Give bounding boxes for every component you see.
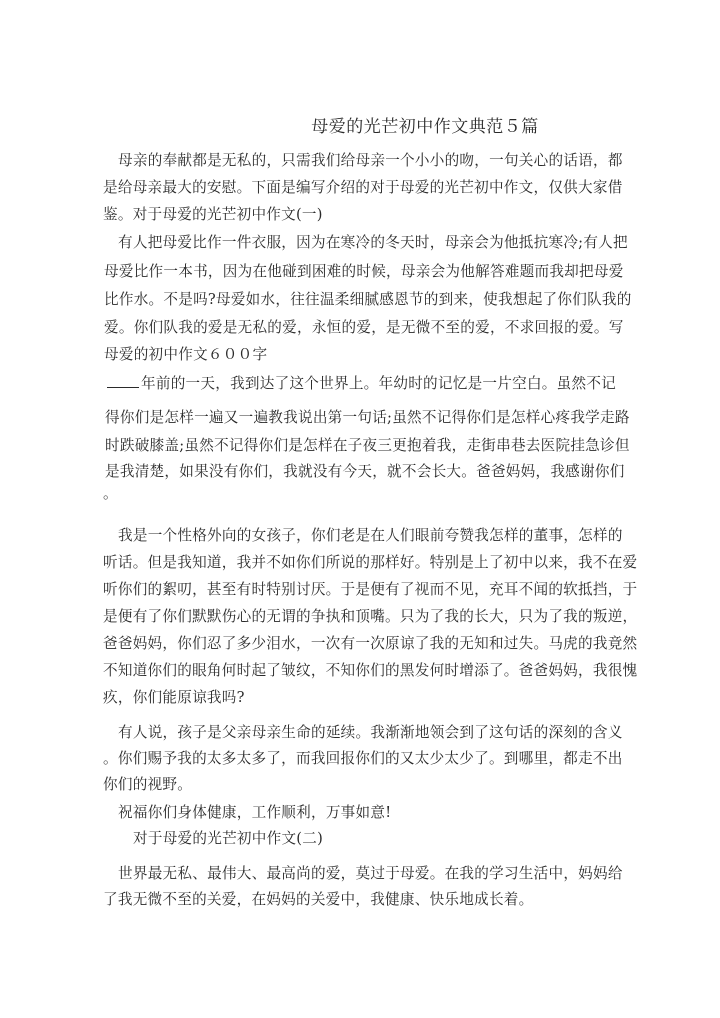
paragraph-line: 爱。你们队我的爱是无私的爱，永恒的爱，是无微不至的爱，不求回报的爱。写 (104, 319, 624, 336)
paragraph-line: 爸爸妈妈，你们忍了多少泪水，一次有一次原谅了我的无知和过失。马虎的我竟然 (103, 635, 638, 652)
paragraph-line-text: 年前的一天，我到达了这个世界上。年幼时的记忆是一片空白。虽然不记 (141, 375, 617, 392)
paragraph-line: 你们的视野。 (103, 776, 193, 793)
fill-in-blank (107, 373, 139, 388)
paragraph-line: 是便有了你们默默伤心的无谓的争执和顶嘴。只为了我的长大，只为了我的叛逆， (103, 608, 638, 625)
closing-line: 祝福你们身体健康，工作顺利，万事如意! (118, 804, 392, 821)
paragraph-line: 是我清楚，如果没有你们，我就没有今天，就不会长大。爸爸妈妈，我感谢你们 (105, 463, 625, 480)
paragraph-line: 。 (103, 485, 118, 502)
paragraph-line: 疚，你们能原谅我吗? (103, 689, 245, 706)
paragraph-line: 母亲的奉献都是无私的，只需我们给母亲一个小小的吻，一句关心的话语，都 (118, 152, 623, 169)
paragraph-line: 不知道你们的眼角何时起了皱纹，不知你们的黑发何时增添了。爸爸妈妈，我很愧 (103, 662, 638, 679)
paragraph-line: 比作水。不是吗?母爱如水，往往温柔细腻感恩节的到来，使我想起了你们队我的 (104, 291, 632, 308)
paragraph-line: 时跌破膝盖;虽然不记得你们是怎样在子夜三更抱着我，走街串巷去医院挂急诊但 (105, 437, 630, 454)
page-title: 母爱的光芒初中作文典范５篇 (311, 117, 539, 137)
paragraph-line: 听你们的絮叨，甚至有时特别讨厌。于是便有了视而不见，充耳不闻的软抵挡，于 (103, 581, 638, 598)
paragraph-line: 有人说，孩子是父亲母亲生命的延续。我渐渐地领会到了这句话的深刻的含义 (118, 724, 623, 741)
section-heading: 对于母爱的光芒初中作文(二) (133, 830, 324, 847)
paragraph-line: 世界最无私、最伟大、最高尚的爱，莫过于母爱。在我的学习生活中，妈妈给 (118, 865, 623, 882)
paragraph-line: 得你们是怎样一遍又一遍教我说出第一句话;虽然不记得你们是怎样心疼我学走路 (105, 409, 630, 426)
paragraph-line: 有人把母爱比作一件衣服，因为在寒冷的冬天时，母亲会为他抵抗寒冷;有人把 (118, 234, 628, 251)
paragraph-line: 了我无微不至的关爱，在妈妈的关爱中，我健康、快乐地成长着。 (103, 891, 534, 908)
paragraph-line: 我是一个性格外向的女孩子，你们老是在人们眼前夸赞我怎样的董事，怎样的 (118, 527, 623, 544)
paragraph-line: 听话。但是我知道，我并不如你们所说的那样好。特别是上了初中以来，我不在爱 (103, 554, 638, 571)
paragraph-line: 母爱比作一本书，因为在他碰到困难的时候，母亲会为他解答难题而我却把母爱 (104, 263, 624, 280)
paragraph-line-with-blank (107, 373, 616, 394)
paragraph-line: 鉴。对于母爱的光芒初中作文(一) (103, 206, 323, 223)
paragraph-line: 。你们赐予我的太多太多了，而我回报你们的又太少太少了。到哪里，都走不出 (103, 750, 623, 767)
paragraph-line: 是给母亲最大的安慰。下面是编写介绍的对于母爱的光芒初中作文，仅供大家借 (103, 179, 623, 196)
paragraph-line: 母爱的初中作文６００字 (104, 346, 268, 363)
